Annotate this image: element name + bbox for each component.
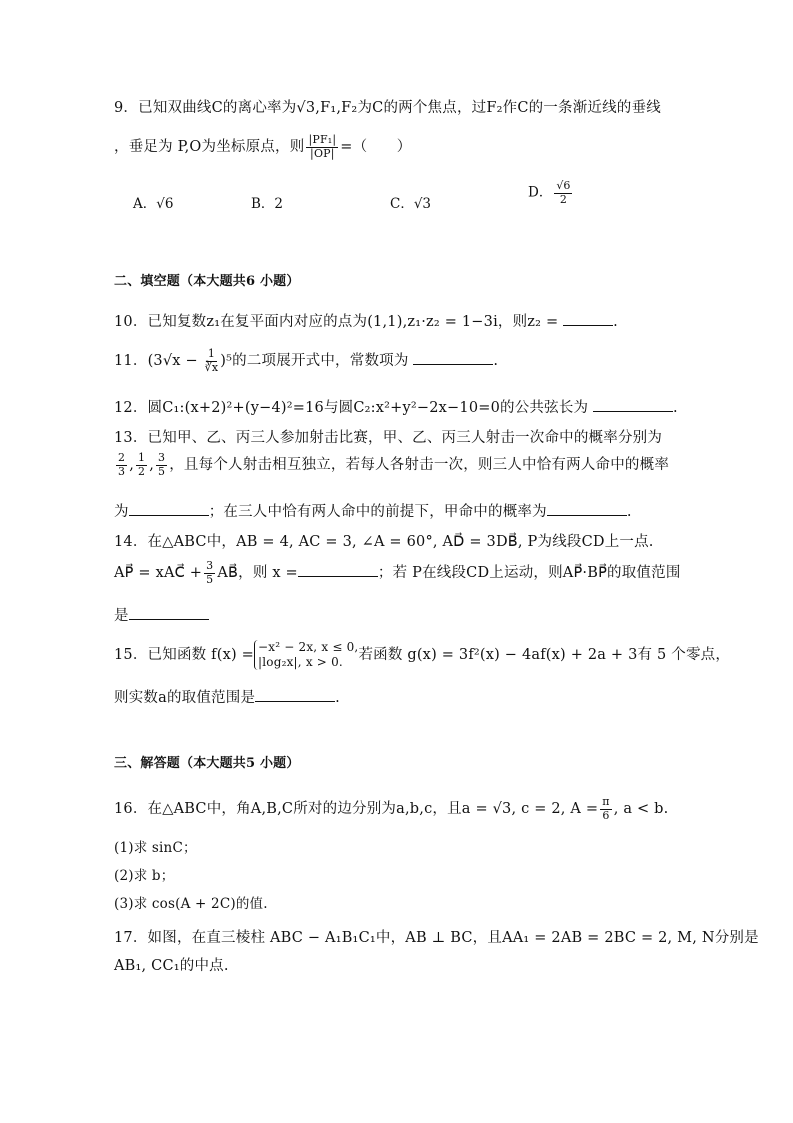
q11-answer-blank[interactable] bbox=[413, 352, 493, 365]
section-fill-blank-heading: 二、填空题（本大题共6 小题） bbox=[114, 274, 300, 289]
q11-frac-den: ∛x bbox=[204, 360, 219, 374]
q14-frac-num: 3 bbox=[206, 559, 214, 572]
q11-exp: )⁵ bbox=[220, 353, 233, 370]
q13-line1: 13．已知甲、乙、丙三人参加射击比赛，甲、乙、丙三人射击一次命中的概率分别为 bbox=[114, 430, 663, 446]
q13-prob-2 bbox=[136, 452, 147, 478]
q9-option-b[interactable]: B．2 bbox=[251, 196, 284, 212]
q13-p3-den: 5 bbox=[158, 464, 166, 478]
q13-line3: 为 ；在三人中恰有两人命中的前提下，甲命中的概率为 . bbox=[114, 504, 632, 520]
q13-line2-text: ，且每个人射击相互独立，若每人各射击一次，则三人中恰有两人命中的概率 bbox=[169, 457, 670, 474]
q11-line: 11．(3√x − $\frac{1}{∛x}$ )⁵的二项展开式中，常数项为 . bbox=[114, 347, 499, 374]
q14-frac-den: 5 bbox=[206, 572, 214, 586]
q13-line3-text: ；在三人中恰有两人命中的前提下，甲命中的概率为 bbox=[208, 504, 547, 520]
q14-line2-range: ；若 P在线段CD上运动，则AP⃗·BP⃗的取值范围 bbox=[377, 565, 681, 582]
q16-line1 bbox=[114, 796, 668, 822]
q15-line2-text: 则实数a的取值范围是 bbox=[114, 690, 256, 706]
q13-line3-prefix: 为 bbox=[114, 504, 129, 520]
q11-frac-num: 1 bbox=[207, 347, 216, 360]
q15-case2: |log₂x|, x > 0. bbox=[257, 655, 343, 669]
q12-answer-blank[interactable] bbox=[593, 399, 673, 412]
q9-line2 bbox=[114, 134, 411, 160]
q9-option-d-den: 2 bbox=[559, 192, 567, 206]
q13-p2-num: 1 bbox=[138, 451, 146, 464]
q16-part1: (1)求 sinC； bbox=[114, 840, 197, 856]
q9-frac-denominator: |OP| bbox=[310, 146, 335, 160]
q14-line3 bbox=[114, 604, 209, 625]
q15-suffix: 若函数 g(x) = 3f²(x) − 4af(x) + 2a + 3有 5 个零点， bbox=[358, 647, 731, 663]
q16-frac-num: π bbox=[602, 795, 610, 808]
q15-prefix: 15．已知函数 f(x) = bbox=[114, 647, 254, 663]
q13-p1-num: 2 bbox=[118, 451, 126, 464]
q11-suffix: 的二项展开式中，常数项为 bbox=[232, 353, 409, 370]
q9-line1: 9．已知双曲线C的离心率为√3,F₁,F₂为C的两个焦点，过F₂作C的一条渐近线的垂线 bbox=[114, 100, 661, 116]
q10-text: 10．已知复数z₁在复平面内对应的点为(1,1),z₁·z₂ = 1−3i，则z₂ = bbox=[114, 314, 559, 330]
q13-line2: $\frac{2}{3}$ , $\frac{1}{2}$ , $\frac{3}{5}$ ，且每个人射击相互独立，若每人各射击一次，则三人中恰有两人命中的概率 bbox=[118, 451, 670, 478]
q10-answer-blank[interactable] bbox=[563, 313, 613, 326]
q13-answer-blank-2[interactable] bbox=[547, 503, 627, 516]
q14-fraction bbox=[204, 560, 215, 586]
q13-answer-blank-1[interactable] bbox=[129, 503, 209, 516]
q16-part2: (2)求 b； bbox=[114, 868, 175, 884]
q13-prob-1 bbox=[116, 452, 127, 478]
q16-text-end: , a < b. bbox=[613, 801, 669, 818]
q14-line3-text: 是 bbox=[114, 608, 129, 624]
q9-option-a[interactable]: A．√6 bbox=[133, 196, 174, 212]
q15-line1 bbox=[114, 640, 730, 670]
q15-case1: −x² − 2x, x ≤ 0, bbox=[257, 640, 359, 654]
q16-part3: (3)求 cos(A + 2C)的值. bbox=[114, 896, 268, 912]
q14-line2 bbox=[114, 560, 681, 586]
q9-answer-paren: =（ ） bbox=[340, 139, 412, 156]
q12-text: 12．圆C₁:(x+2)²+(y−4)²=16与圆C₂:x²+y²−2x−10=0的公共弦长为 bbox=[114, 400, 589, 416]
q17-line1: 17．如图，在直三棱柱 ABC − A₁B₁C₁中，AB ⊥ BC，且AA₁ = 2AB = 2BC = 2, M, N分别是 bbox=[114, 930, 759, 946]
section-solution-heading: 三、解答题（本大题共5 小题） bbox=[114, 756, 300, 771]
q15-line2: 则实数a的取值范围是 . bbox=[114, 690, 340, 706]
q15-piecewise bbox=[254, 640, 358, 670]
q14-line2-text: AP⃗ = xAC⃗ + bbox=[114, 565, 203, 582]
q14-line1: 14．在△ABC中，AB = 4, AC = 3, ∠A = 60°, AD⃗ = 3DB⃗, P为线段CD上一点. bbox=[114, 534, 654, 550]
q11-expr: (3√x − bbox=[147, 353, 203, 370]
q13-p1-den: 3 bbox=[118, 464, 126, 478]
q13-p3-num: 3 bbox=[158, 451, 166, 464]
q9-ratio-fraction bbox=[306, 134, 338, 160]
q9-frac-numerator: |PF₁| bbox=[308, 133, 337, 146]
q16-fraction bbox=[600, 796, 611, 822]
q9-line2-text: ，垂足为 P,O为坐标原点，则 bbox=[114, 139, 305, 156]
q17-line2: AB₁, CC₁的中点. bbox=[114, 958, 229, 974]
q16-text: 16．在△ABC中，角A,B,C所对的边分别为a,b,c，且a = √3, c = 2, A = bbox=[114, 801, 599, 818]
q15-answer-blank[interactable] bbox=[255, 689, 335, 702]
q9-option-d-num: √6 bbox=[556, 179, 571, 192]
q10-line: 10．已知复数z₁在复平面内对应的点为(1,1),z₁·z₂ = 1−3i，则z₂ = . bbox=[114, 314, 618, 330]
q9-option-d-fraction bbox=[554, 180, 572, 206]
q13-p2-den: 2 bbox=[138, 464, 146, 478]
q9-option-d-label: D． bbox=[528, 184, 553, 201]
q11-prefix: 11． bbox=[114, 353, 148, 370]
q14-answer-blank-1[interactable] bbox=[298, 564, 378, 577]
q12-line: 12．圆C₁:(x+2)²+(y−4)²=16与圆C₂:x²+y²−2x−10=0的公共弦长为 . bbox=[114, 400, 678, 416]
q16-frac-den: 6 bbox=[602, 808, 610, 822]
q14-line2-x: AB⃗，则 x = bbox=[217, 565, 298, 582]
q9-option-c[interactable]: C．√3 bbox=[390, 196, 432, 212]
q13-prob-3 bbox=[156, 452, 167, 478]
q11-fraction bbox=[205, 348, 219, 374]
q9-option-d[interactable] bbox=[528, 180, 574, 206]
q14-answer-blank-2[interactable] bbox=[129, 607, 209, 620]
